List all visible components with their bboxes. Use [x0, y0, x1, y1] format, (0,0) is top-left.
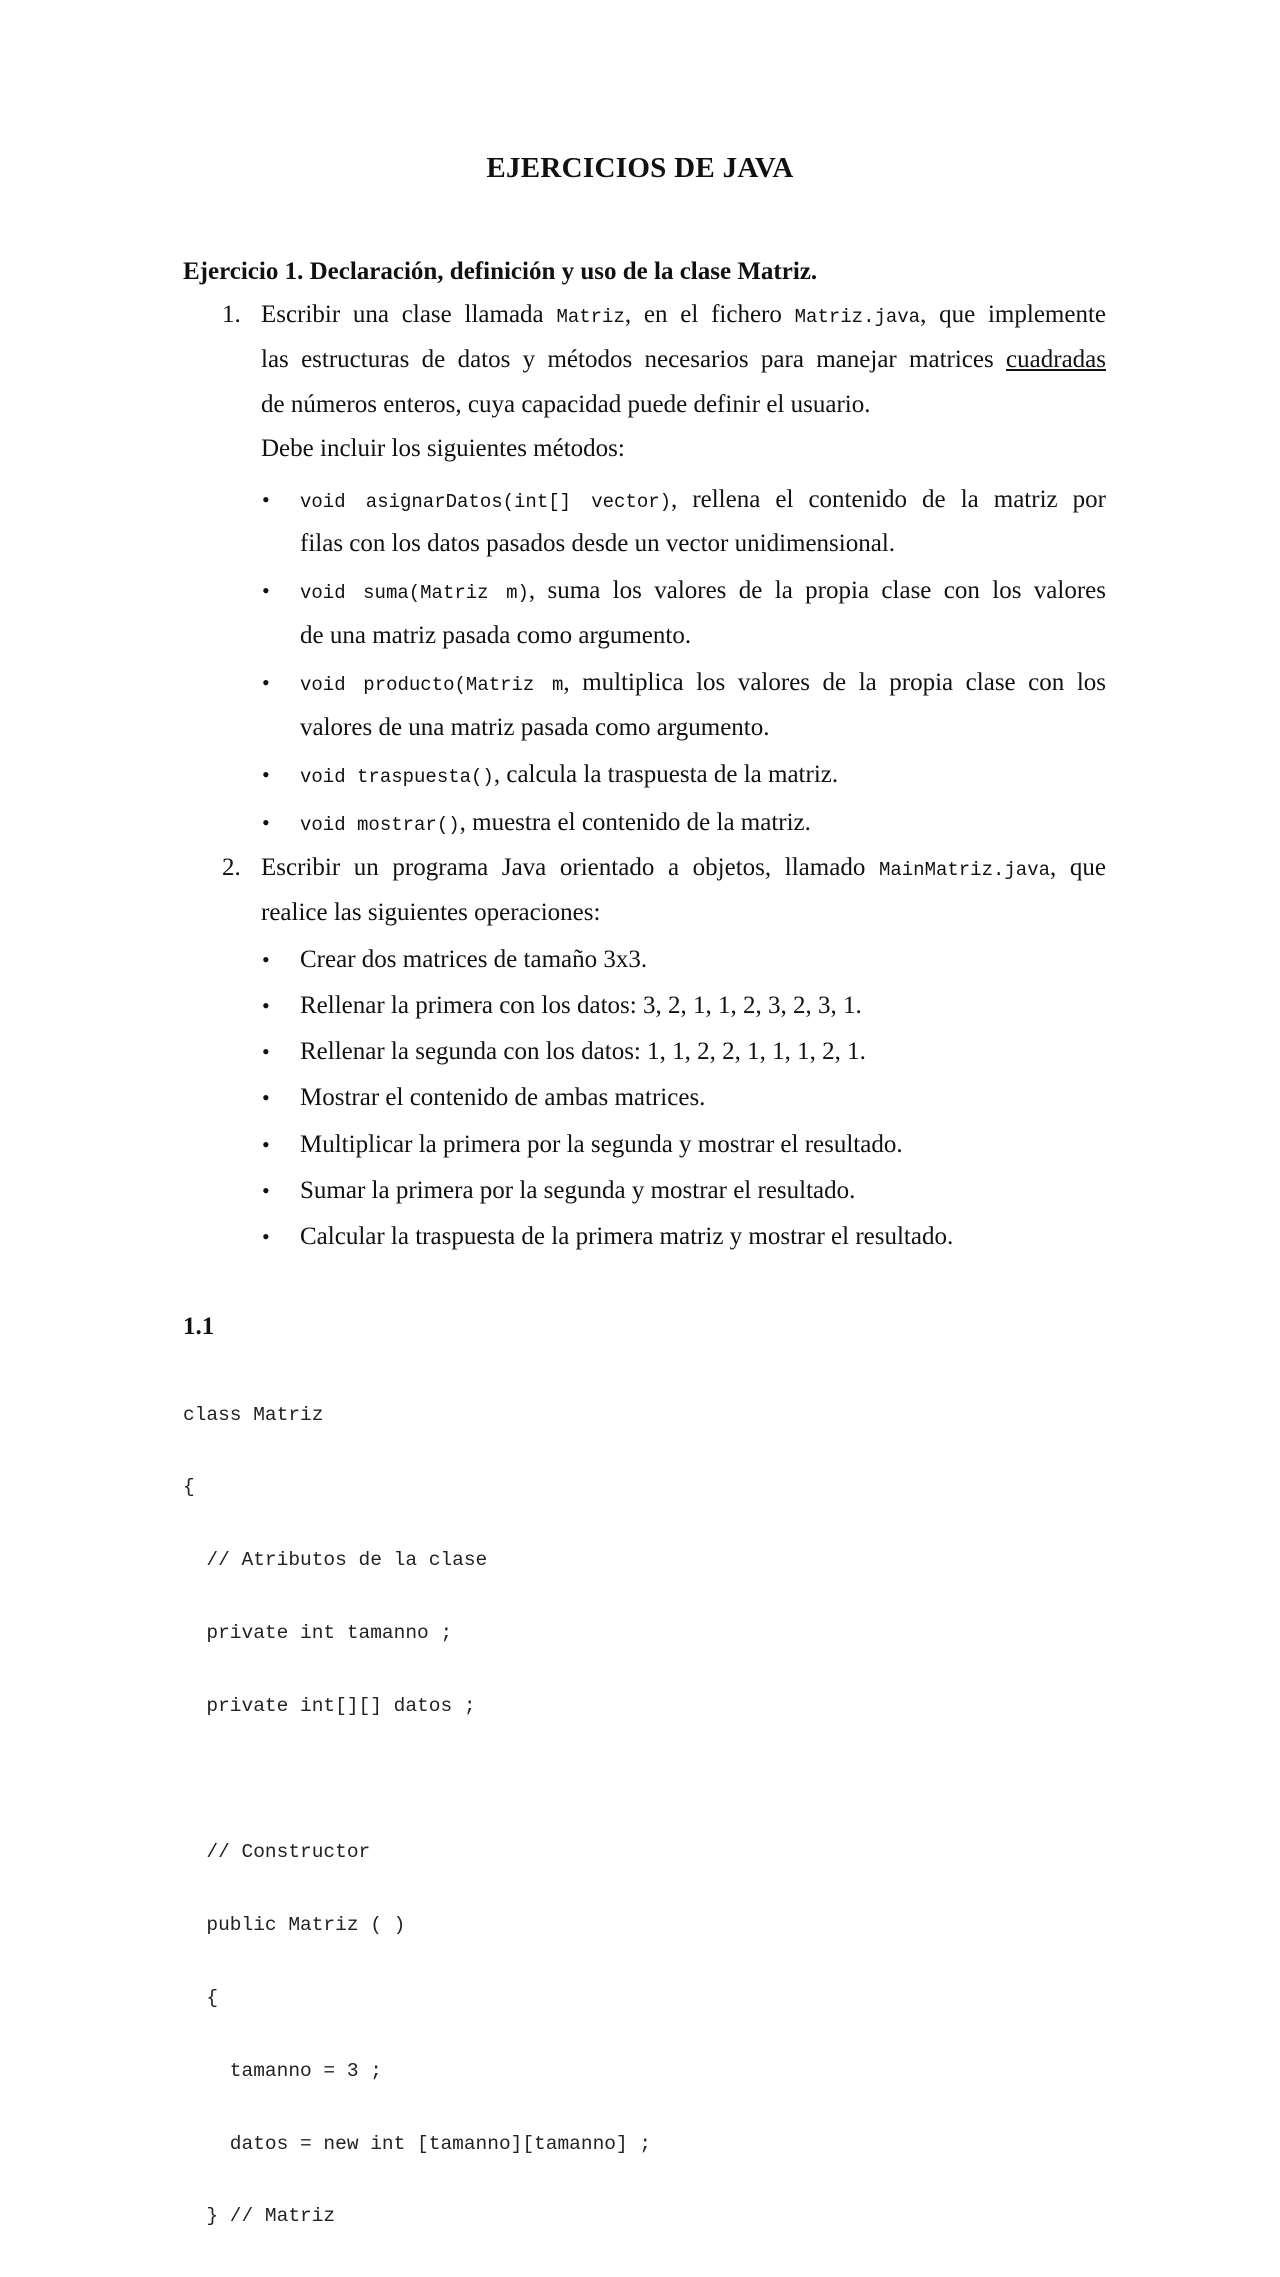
item1-line: Escribir una clase llamada Matriz, en el fichero Matriz.java, que implemente: [261, 301, 1106, 328]
method-item: void traspuesta(), calcula la traspuesta de la matriz.: [300, 761, 839, 788]
item1-line: de números enteros, cuya capacidad puede definir el usuario.: [261, 391, 871, 418]
method-signature: void producto(Matriz m: [300, 674, 564, 696]
inline-code: Matriz: [556, 306, 625, 328]
method-signature: void suma(Matriz m): [300, 582, 529, 604]
underlined-word: cuadradas: [1006, 346, 1106, 373]
method-description: filas con los datos pasados desde un vector unidimensional.: [300, 530, 896, 557]
code-line: {: [183, 1476, 195, 1499]
method-item: void suma(Matriz m), suma los valores de la propia clase con los valores: [300, 577, 1106, 604]
step-item: Rellenar la primera con los datos: 3, 2, 1, 1, 2, 3, 2, 3, 1.: [300, 992, 862, 1019]
item1-line: Debe incluir los siguientes métodos:: [261, 435, 625, 462]
method-item: void producto(Matriz m, multiplica los valores de la propia clase con los: [300, 669, 1106, 696]
code-line: // Constructor: [183, 1840, 371, 1863]
code-line: } // Matriz: [183, 2205, 336, 2228]
step-item: Mostrar el contenido de ambas matrices.: [300, 1084, 706, 1111]
item-number: 2.: [222, 854, 241, 881]
inline-code: Matriz.java: [794, 306, 921, 328]
code-line: // Atributos de la clase: [183, 1549, 488, 1572]
bullet-icon: •: [262, 947, 270, 972]
bullet-icon: •: [262, 1039, 270, 1064]
exercise-heading: Ejercicio 1. Declaración, definición y uso de la clase Matriz.: [183, 258, 818, 285]
bullet-icon: •: [262, 993, 270, 1018]
code-line: datos = new int [tamanno][tamanno] ;: [183, 2132, 652, 2155]
code-line: private int tamanno ;: [183, 1622, 453, 1645]
bullet-icon: •: [262, 1085, 270, 1110]
code-line: class Matriz: [183, 1403, 324, 1426]
step-item: Rellenar la segunda con los datos: 1, 1, 2, 2, 1, 1, 1, 2, 1.: [300, 1038, 866, 1065]
method-item: void asignarDatos(int[] vector), rellena el contenido de la matriz por: [300, 486, 1106, 513]
bullet-icon: •: [262, 1224, 270, 1249]
code-line: tamanno = 3 ;: [183, 2059, 382, 2082]
item-number: 1.: [222, 301, 241, 328]
method-signature: void asignarDatos(int[] vector): [300, 491, 672, 513]
bullet-icon: •: [262, 762, 270, 787]
bullet-icon: •: [262, 578, 270, 603]
step-item: Multiplicar la primera por la segunda y mostrar el resultado.: [300, 1131, 903, 1158]
code-line: [183, 1767, 651, 1791]
item2-line: Escribir un programa Java orientado a objetos, llamado MainMatriz.java, que: [261, 854, 1106, 881]
document-title: EJERCICIOS DE JAVA: [486, 152, 794, 184]
method-signature: void traspuesta(): [300, 766, 494, 788]
bullet-icon: •: [262, 1178, 270, 1203]
inline-code: MainMatriz.java: [878, 859, 1050, 881]
step-item: Sumar la primera por la segunda y mostrar el resultado.: [300, 1177, 856, 1204]
item2-line: realice las siguientes operaciones:: [261, 899, 601, 926]
step-item: Calcular la traspuesta de la primera matriz y mostrar el resultado.: [300, 1223, 954, 1250]
method-signature: void mostrar(): [300, 814, 460, 836]
item1-line: las estructuras de datos y métodos necesarios para manejar matrices cuadradas: [261, 346, 1106, 373]
step-item: Crear dos matrices de tamaño 3x3.: [300, 946, 648, 973]
bullet-icon: •: [262, 810, 270, 835]
method-item: void mostrar(), muestra el contenido de la matriz.: [300, 809, 811, 836]
method-description: valores de una matriz pasada como argumento.: [300, 714, 770, 741]
code-line: public Matriz ( ): [183, 1913, 406, 1936]
code-block: [183, 1354, 651, 2277]
code-line: {: [183, 1986, 219, 2009]
section-number: 1.1: [183, 1313, 215, 1340]
code-line: private int[][] datos ;: [183, 1695, 476, 1718]
bullet-icon: •: [262, 670, 270, 695]
method-description: de una matriz pasada como argumento.: [300, 622, 692, 649]
bullet-icon: •: [262, 1132, 270, 1157]
bullet-icon: •: [262, 487, 270, 512]
